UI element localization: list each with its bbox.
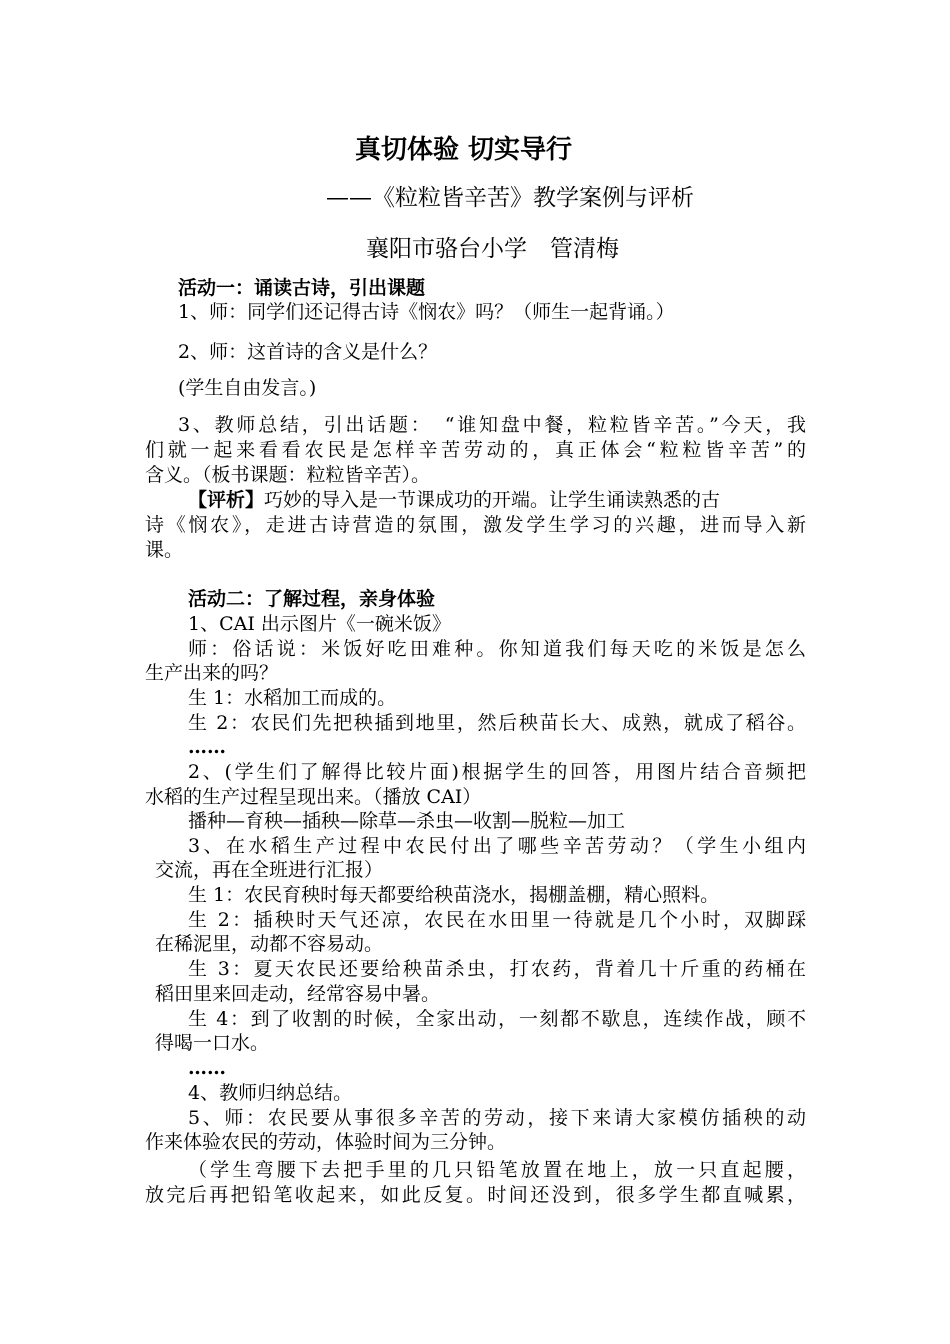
paragraph-line: 作来体验农民的劳动，体验时间为三分钟。 (145, 1131, 507, 1153)
paragraph-line: 4、教师归纳总结。 (188, 1082, 353, 1104)
paragraph-line: 生 1：农民育秧时每天都要给秧苗浇水，揭棚盖棚，精心照料。 (188, 884, 720, 906)
section-heading: 活动一：诵读古诗，引出课题 (178, 277, 426, 299)
document-subtitle: ——《粒粒皆辛苦》教学案例与评析 (326, 185, 694, 211)
ellipsis-line: …… (188, 736, 226, 758)
paragraph-line: 生 1：水稻加工而成的。 (188, 687, 397, 709)
document-author: 襄阳市骆台小学 管清梅 (366, 236, 619, 262)
paragraph-line: 生 4：到了收割的时候，全家出动，一刻都不歇息，连续作战，顾不 (188, 1008, 806, 1030)
paragraph-line: 交流，再在全班进行汇报） (155, 859, 384, 881)
paragraph-line: 师：俗话说：米饭好吃田难种。你知道我们每天吃的米饭是怎么 (188, 638, 806, 660)
paragraph-line: 生 2：插秧时天气还凉，农民在水田里一待就是几个小时，双脚踩 (188, 909, 806, 931)
analysis-text: 巧妙的导入是一节课成功的开端。让学生诵读熟悉的古 (264, 489, 721, 511)
paragraph-line: 5、师：农民要从事很多辛苦的劳动，接下来请大家模仿插秧的动 (188, 1107, 806, 1129)
paragraph-line: 2、(学生们了解得比较片面)根据学生的回答，用图片结合音频把 (188, 761, 806, 783)
paragraph-line: 课。 (145, 539, 184, 561)
paragraph-line: 稻田里来回走动，经常容易中暑。 (155, 983, 441, 1005)
analysis-line (188, 488, 806, 512)
section-heading: 活动二：了解过程，亲身体验 (188, 588, 436, 610)
ellipsis-line: …… (188, 1057, 226, 1079)
paragraph-line: 诗《悯农》，走进古诗营造的氛围，激发学生学习的兴趣，进而导入新 (145, 514, 806, 536)
paragraph-line: 得喝一口水。 (155, 1032, 270, 1054)
paragraph-line: 生 3：夏天农民还要给秧苗杀虫，打农药，背着几十斤重的药桶在 (188, 958, 806, 980)
paragraph-line: 含义。（板书课题：粒粒皆辛苦）。 (145, 464, 431, 486)
paragraph-line: （学生弯腰下去把手里的几只铅笔放置在地上，放一只直起腰， (188, 1159, 806, 1181)
paragraph-line: 生 2：农民们先把秧插到地里，然后秧苗长大、成熟，就成了稻谷。 (188, 712, 806, 734)
paragraph-line: 1、CAI 出示图片《一碗米饭》 (188, 613, 451, 635)
document-title: 真切体验 切实导行 (355, 135, 573, 165)
paragraph-line: 放完后再把铅笔收起来，如此反复。时间还没到，很多学生都直喊累， (145, 1184, 806, 1206)
paragraph-line: 们就一起来看看农民是怎样辛苦劳动的，真正体会“粒粒皆辛苦”的 (145, 439, 806, 461)
paragraph-line: 生产出来的吗？ (145, 662, 279, 684)
paragraph-line: 2、师：这首诗的含义是什么？ (178, 341, 438, 363)
paragraph-line: 水稻的生产过程呈现出来。（播放 CAI） (145, 786, 482, 808)
paragraph-line: 3、教师总结，引出话题： “谁知盘中餐，粒粒皆辛苦。”今天，我 (178, 414, 806, 436)
paragraph-line: 播种—育秧—插秧—除草—杀虫—收割—脱粒—加工 (188, 810, 626, 832)
paragraph-line: 1、师：同学们还记得古诗《悯农》吗？（师生一起背诵。） (178, 301, 675, 323)
paragraph-line: 3、在水稻生产过程中农民付出了哪些辛苦劳动？（学生小组内 (188, 835, 806, 857)
paragraph-line: (学生自由发言。) (178, 377, 317, 399)
paragraph-line: 在稀泥里，动都不容易动。 (155, 933, 384, 955)
analysis-label: 【评析】 (188, 489, 265, 511)
